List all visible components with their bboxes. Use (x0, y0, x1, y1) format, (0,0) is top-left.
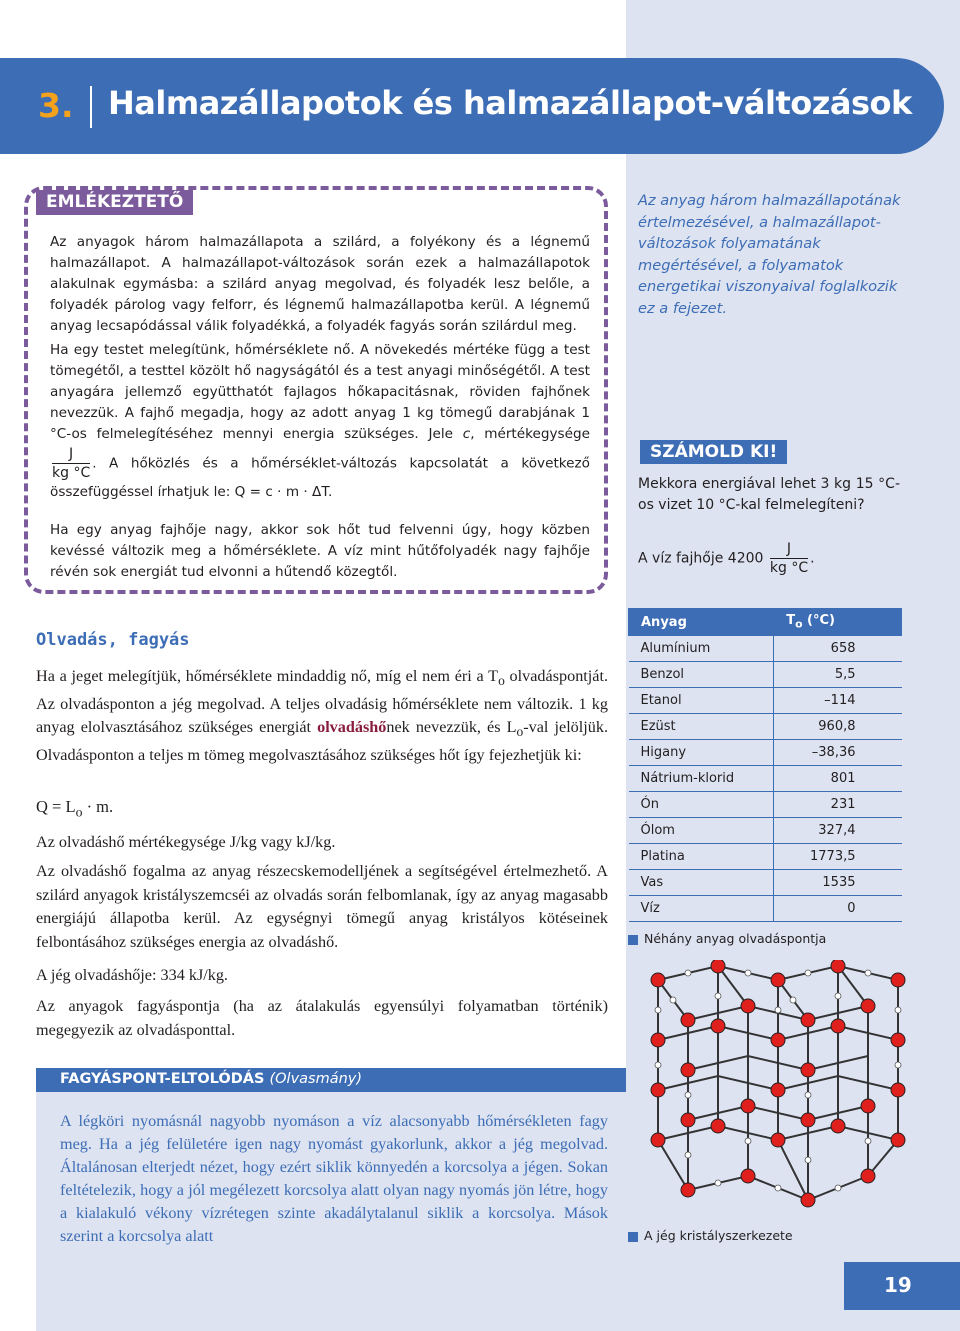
calculate-tag: SZÁMOLD KI! (640, 440, 787, 464)
caption-square-icon (628, 1232, 638, 1242)
page-number: 19 (884, 1273, 912, 1297)
substance-name: Platina (629, 844, 774, 870)
table-row (629, 636, 902, 662)
reminder-paragraph-1: Az anyagok három halmazállapota a szilárd, a folyékony és a légnemű halmazállapot. A halmazállapot-változások során ezek a halmazállapotok alakulnak egymásba: a szilárd anyag megolvad, és folyadék lesz belőle, a folyadék párolog vagy felforr, és légnemű halmazállapotba kerül. A légnemű anyag lecsapódással válik folyadékká, a folyadék fagyás során szilárdul meg. (50, 234, 590, 334)
substance-name: Víz (629, 896, 774, 922)
table-caption: Néhány anyag olvadáspontja (628, 931, 826, 946)
calculate-question: Mekkora energiával lehet 3 kg 15 °C-os vizet 10 °C-kal felmelegíteni? (638, 476, 900, 513)
unit-fraction: $\frac{J}{kg ^\circ C}$ (52, 446, 91, 481)
keyword-olvadasho: olvadáshő (317, 718, 387, 737)
section-paragraph-4: A jég olvadáshője: 334 kJ/kg. (36, 966, 228, 984)
table-row (629, 766, 902, 792)
calculate-given: A víz fajhője 4200 $\frac{J}{kg ^\circ C}$ . (638, 541, 815, 576)
melting-point-value: 658 (774, 636, 902, 662)
reminder-tag: EMLÉKEZTETŐ (36, 190, 193, 215)
section-paragraph-3: Az olvadáshő fogalma az anyag részecskemodelljének a segítségével értelmezhető. A szilárd anyagok kristályszemcséi az olvadás során felbomlanak, így az anyag magasabb energiájú állapotba kerül. Az egységnyi tömegű anyag kristályos kötéseinek felbontásához szükséges energia az olvadáshő. (36, 862, 608, 951)
chapter-number: 3. (38, 86, 74, 125)
substance-name: Ezüst (629, 714, 774, 740)
melting-point-value: 5,5 (774, 662, 902, 688)
substance-name: Nátrium-klorid (629, 766, 774, 792)
substance-name: Vas (629, 870, 774, 896)
chapter-separator (90, 86, 92, 128)
reminder-paragraph-2: Ha egy testet melegítünk, hőmérséklete nő. A növekedés mértéke függ a test tömegétől, a testtel közölt hő nagyságától és a test anyagi minőségétől. A test anyagára jellemző együtthatót fajlagos hőkapacitásnak, röviden fajhőnek nevezzük. A fajhő megadja, hogy az adott anyag 1 kg tömegű darabjának 1 °C-os felmelegítéséhez mennyi energia szükséges. Jele c, mértékegysége $\frac{J}{kg ^\circ C}$ . A hőközlés és a hőmérséklet-változás kapcsolatát a következő összefüggéssel írhatjuk le: Q = c · m · ΔT. (50, 342, 590, 500)
melting-point-value: –114 (774, 688, 902, 714)
table-row (629, 688, 902, 714)
reading-title: FAGYÁSPONT-ELTOLÓDÁS (Olvasmány) (60, 1071, 363, 1087)
table-row (629, 896, 902, 922)
table-row (629, 870, 902, 896)
ice-crystal-illustration (628, 960, 924, 1218)
substance-name: Etanol (629, 688, 774, 714)
unit-fraction: $\frac{J}{kg ^\circ C}$ (769, 541, 809, 576)
section-paragraph-2: Az olvadáshő mértékegysége J/kg vagy kJ/kg. (36, 833, 336, 851)
substance-name: Alumínium (629, 636, 774, 662)
table-row (629, 714, 902, 740)
table-header-row (629, 609, 902, 636)
substance-name: Higany (629, 740, 774, 766)
caption-square-icon (628, 935, 638, 945)
table-row (629, 740, 902, 766)
substance-name: Ólom (629, 818, 774, 844)
chapter-intro: Az anyag három halmazállapotának értelmezésével, a halmazállapot-változások folyamatának megértésével, a folyamatok energetikai viszonyaival foglalkozik ez a fejezet. (638, 192, 901, 317)
table-row (629, 844, 902, 870)
melting-point-value: 801 (774, 766, 902, 792)
substance-name: Benzol (629, 662, 774, 688)
melting-point-value: 327,4 (774, 818, 902, 844)
reminder-paragraph-3: Ha egy anyag fajhője nagy, akkor sok hőt tud felvenni úgy, hogy közben kevéssé változik meg a hőmérséklete. A víz mint hűtőfolyadék nagy fajhője révén sok energiát tud elvonni a hűtendő közegtől. (50, 522, 590, 580)
melting-point-value: 231 (774, 792, 902, 818)
substance-name: Ón (629, 792, 774, 818)
section-paragraph-5: Az anyagok fagyáspontja (ha az átalakulás egyensúlyi folyamatban történik) megegyezik az olvadásponttal. (36, 997, 608, 1039)
section-paragraph-1: Ha a jeget melegítjük, hőmérséklete mindaddig nő, míg el nem éri a $T_o$ olvadáspontját. Az olvadásponton a jég megolvad. A teljes olvadásig hőmérséklete nem változik. 1 kg anyag elolvasztásához szükséges energiát olvadáshőnek nevezzük, és $L_o$-val jelöljük. Olvadásponton a teljes m tömeg megolvasztásához szükséges hőt így fejezhetjük ki: (36, 667, 609, 764)
table-row (629, 818, 902, 844)
melting-point-table (628, 608, 902, 922)
melting-point-value: –38,36 (774, 740, 902, 766)
melting-equation: $Q = L_o \cdot m$. (36, 797, 114, 820)
reading-text: A légköri nyomásnál nagyobb nyomáson a víz alacsonyabb hőmérsékleten fagy meg. Ha a jég felületére igen nagy nyomást gyakorlunk, akkor a jég megolvad. Általánosan elterjedt nézet, hogy ezért siklik könnyedén a korcsolya a jégen. Sokan feltételezik, hogy a jól megélezett korcsolya alatt olyan nagy nyomás jön létre, hogy a kialakuló vékony vízrétegen szinte akadálytalanul siklik a korcsolya. Mások szerint a korcsolya alatt (60, 1112, 608, 1245)
melting-point-value: 0 (774, 896, 902, 922)
melting-point-value: 960,8 (774, 714, 902, 740)
table-header-melting-point: $T_o$ (°C) (774, 609, 902, 636)
melting-point-value: 1535 (774, 870, 902, 896)
table-row (629, 662, 902, 688)
chapter-title: Halmazállapotok és halmazállapot-változások (108, 84, 912, 122)
section-heading: Olvadás, fagyás (36, 630, 190, 650)
melting-point-value: 1773,5 (774, 844, 902, 870)
crystal-caption: A jég kristályszerkezete (628, 1228, 793, 1243)
table-header-substance: Anyag (629, 609, 774, 636)
table-row (629, 792, 902, 818)
